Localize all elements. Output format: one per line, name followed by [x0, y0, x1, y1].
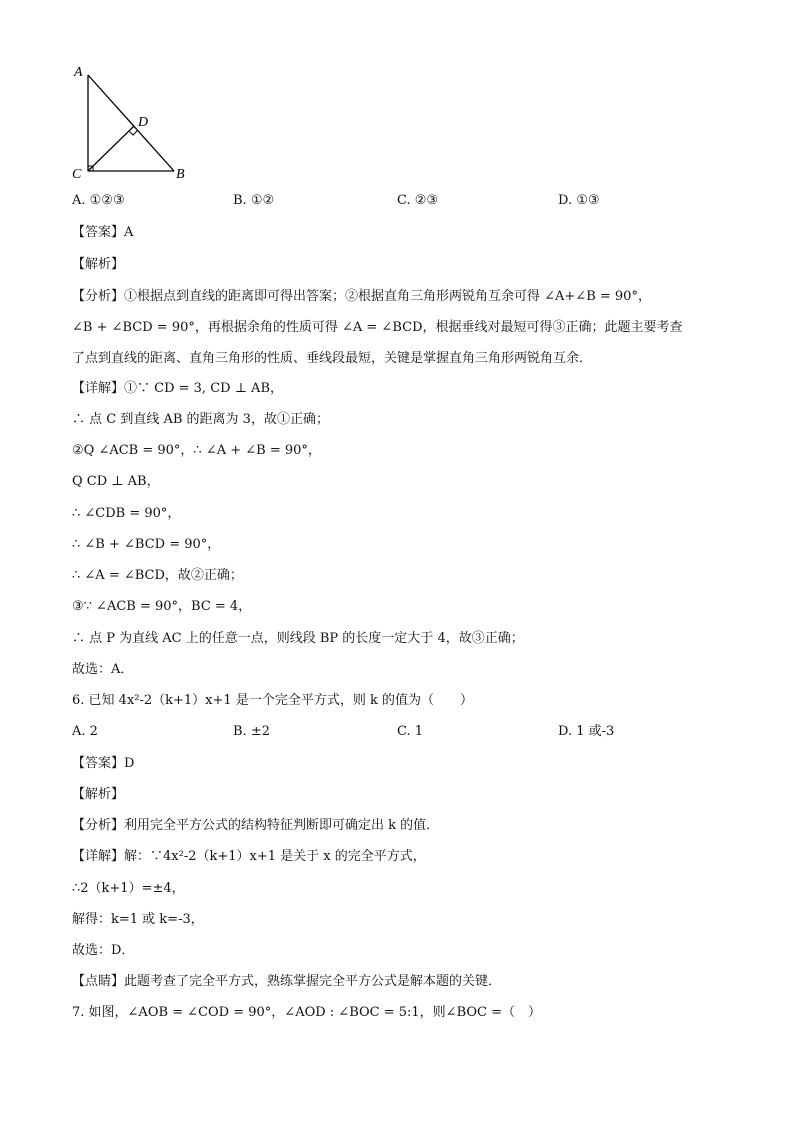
q6-solution-line: ∴2（k+1）=±4， — [72, 881, 185, 896]
q6-option-b: B. ±2 — [233, 724, 270, 739]
q5-detail-line: 【详解】①∵ CD = 3, CD ⊥ AB， — [72, 381, 283, 396]
q6-stem: 6. 已知 4x²-2（k+1）x+1 是一个完全平方式，则 k 的值为（ ） — [72, 693, 473, 708]
q5-detail-line: ∴ ∠B + ∠BCD = 90°， — [72, 537, 221, 552]
q5-answer: 【答案】A — [72, 225, 134, 240]
altitude-cd — [88, 126, 134, 171]
q5-option-d: D. ①③ — [558, 193, 600, 208]
q5-detail-line: ∴ 点 P 为直线 AC 上的任意一点，则线段 BP 的长度一定大于 4，故③正确； — [72, 631, 524, 646]
q6-solution-line: 【详解】解：∵4x²-2（k+1）x+1 是关于 x 的完全平方式， — [72, 849, 426, 864]
q6-option-a: A. 2 — [72, 724, 98, 739]
q6-option-d: D. 1 或-3 — [558, 724, 615, 739]
q5-detail-line: 故选：A． — [72, 662, 134, 677]
label-b: B — [176, 167, 185, 182]
side-ab — [88, 75, 174, 171]
q6-solution-line: 解得：k=1 或 k=-3， — [72, 912, 204, 927]
q6-analysis-heading: 【解析】 — [72, 787, 125, 802]
q6-solution-line: 【分析】利用完全平方公式的结构特征判断即可确定出 k 的值． — [72, 818, 440, 833]
q5-detail-line: ③∵ ∠ACB = 90°，BC = 4， — [72, 599, 252, 614]
q5-analysis-line: 了点到直线的距离、直角三角形的性质、垂线段最短，关键是掌握直角三角形两锐角互余． — [72, 351, 593, 366]
triangle-figure — [66, 60, 196, 186]
label-d: D — [138, 115, 149, 130]
q5-detail-line: ∴ 点 C 到直线 AB 的距离为 3，故①正确； — [72, 412, 329, 427]
q6-solution-line: 【点睛】此题考查了完全平方式，熟练掌握完全平方公式是解本题的关键． — [72, 974, 502, 989]
q5-analysis-heading: 【解析】 — [72, 257, 125, 272]
q5-detail-line: ∴ ∠CDB = 90°， — [72, 506, 181, 521]
q7-stem: 7. 如图，∠AOB = ∠COD = 90°，∠AOD : ∠BOC = 5:1，则∠BOC =（ ） — [72, 1005, 541, 1020]
right-angle-mark-d — [129, 130, 138, 135]
label-c: C — [72, 167, 82, 182]
q5-option-a: A. ①②③ — [72, 193, 125, 208]
label-a: A — [74, 65, 83, 80]
q5-detail-line: ∴ ∠A = ∠BCD，故②正确； — [72, 568, 243, 583]
q5-option-b: B. ①② — [233, 193, 275, 208]
q5-option-c: C. ②③ — [397, 193, 439, 208]
q6-option-c: C. 1 — [397, 724, 424, 739]
q5-analysis-line: ∠B + ∠BCD = 90°，再根据余角的性质可得 ∠A = ∠BCD，根据垂线对最短可得③正确；此题主要考查 — [72, 320, 683, 335]
q5-analysis-line: 【分析】①根据点到直线的距离即可得出答案；②根据直角三角形两锐角互余可得 ∠A+∠B = 90°， — [72, 289, 651, 304]
q6-solution-line: 故选：D． — [72, 943, 135, 958]
q6-answer: 【答案】D — [72, 756, 135, 771]
q5-detail-line: ②Q ∠ACB = 90°，∴ ∠A + ∠B = 90°， — [72, 443, 321, 458]
q5-detail-line: Q CD ⊥ AB， — [72, 474, 160, 489]
